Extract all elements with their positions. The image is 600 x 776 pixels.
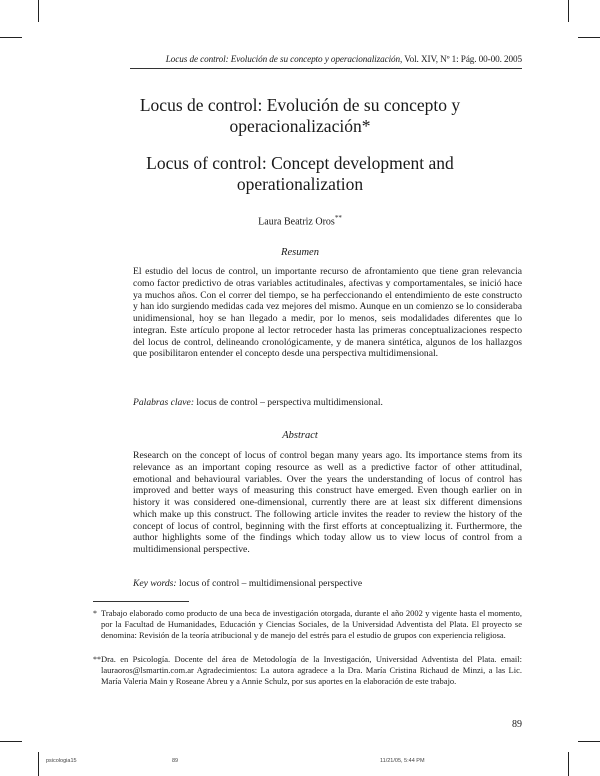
running-header-title: Locus de control: Evolución de su concepto y operacionalización [165, 54, 401, 64]
title-english [120, 153, 480, 195]
crop-mark [568, 0, 569, 22]
keywords-label: Key words: [133, 578, 177, 589]
page-number: 89 [512, 719, 522, 730]
author [0, 214, 600, 227]
title-spanish-line: Locus de control: Evolución de su concepto y [139, 95, 461, 115]
keywords-value: locus de control – perspectiva multidimensional. [196, 397, 383, 408]
running-header [130, 54, 522, 64]
abstract-heading: Abstract [282, 430, 318, 441]
title-english-line: Locus of control: Concept development and [146, 153, 454, 173]
author-footnote-mark: ** [334, 214, 342, 222]
resumen-heading: Resumen [281, 247, 319, 258]
crop-mark [0, 741, 22, 742]
resumen-paragraph: El estudio del locus de control, un importante recurso de afrontamiento que tiene gran relevancia como factor predictivo de otras variables actitudinales, afectivas y comportamentales, se inició hace ya muchos años. Con el correr del tiempo, se ha perfeccionando el entendimiento de este constructo y han ido surgiendo medidas cada vez mejores del mismo. Aunque en un comienzo se lo consideraba unidimensional, hoy se han llegado a medir, por lo menos, seis modalidades diferentes que lo integran. Este artículo propone al lector retroceder hasta las primeras conceptualizaciones respecto del locus de control, delineando cronológicamente, y de manera sintética, algunos de los hallazgos que posibilitaron entender el concepto desde una perspectiva multidimensional. [133, 266, 522, 360]
crop-mark [0, 37, 22, 38]
footnote-text: Dra. en Psicología. Docente del área de Metodología de la Investigación, Universidad Adventista del Plata. email: lauraoros@lsmartin.com.ar Agradecimientos: La autora agradece a la Dra. María Cristina Richaud de Minzi, a las Lic. María Valeria Main y Roseane Abreu y a Annie Schulz, por sus aportes en la elaboración de este trabajo. [101, 654, 522, 687]
footnote [93, 608, 522, 642]
footnote-mark: * [93, 609, 97, 618]
slug-filename: psicologia15 [46, 758, 77, 764]
slug-datetime: 11/21/05, 5:44 PM [380, 758, 425, 764]
footnote-text: Trabajo elaborado como producto de una beca de investigación otorgada, durante el año 2002 y vigente hasta el momento, por la Facultad de Humanidades, Educación y Ciencias Sociales, de la Universidad Adventista del Plata. El proyecto se denomina: Revisión de la teoría atribucional y de manejo del estrés para el estudio de grupos con experiencia religiosa. [101, 608, 522, 641]
keywords-value: locus of control – multidimensional perspective [179, 578, 363, 589]
crop-mark [578, 37, 600, 38]
crop-mark [578, 741, 600, 742]
crop-mark [38, 0, 39, 22]
footnote [93, 654, 522, 688]
title-english-line: operationalization [236, 174, 364, 194]
footnote-rule [93, 601, 189, 602]
running-header-volume: , Vol. XIV, Nº 1: Pág. 00-00. 2005 [400, 54, 522, 64]
footnote-mark: ** [93, 655, 101, 664]
slug-page: 89 [172, 758, 179, 764]
author-name: Laura Beatriz Oros [258, 216, 335, 228]
print-slug [0, 758, 600, 768]
title-spanish-line: operacionalización* [229, 116, 371, 136]
abstract-paragraph: Research on the concept of locus of control began many years ago. Its importance stems from its relevance as an important coping resource as well as a predictive factor of other attitudinal, emotional and behavioural variables. Over the years the understanding of locus of control has improved and better ways of measuring this construct have emerged. Even though earlier on in history it was considered one-dimensional, currently there are at least six different dimensions which make up this construct. The following article invites the reader to review the history of the concept of locus of control, beginning with the first efforts at conceptualizing it. Furthermore, the author highlights some of the findings which today allow us to view locus of control from a multidimensional perspective. [133, 450, 522, 555]
keywords-english [133, 578, 522, 589]
header-rule [130, 68, 522, 69]
keywords-label: Palabras clave: [133, 397, 195, 408]
keywords-spanish [133, 397, 522, 408]
title-spanish [120, 95, 480, 137]
